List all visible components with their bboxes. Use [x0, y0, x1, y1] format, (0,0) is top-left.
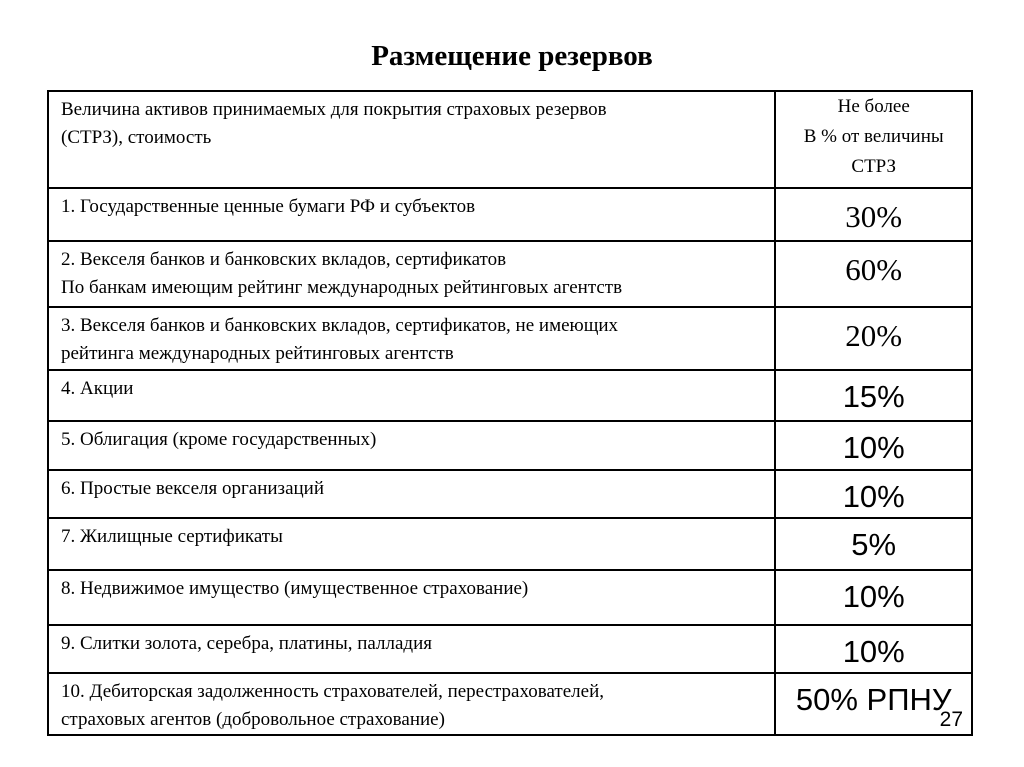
- row-value: 10%: [842, 634, 905, 669]
- row-desc-line: 2. Векселя банков и банковских вкладов, сертификатов: [61, 249, 507, 270]
- table-row: [48, 470, 972, 518]
- header-val-cell: [775, 91, 972, 188]
- row-value: 20%: [845, 318, 903, 353]
- row-desc-cell: [48, 518, 775, 570]
- row-desc-line: страховых агентов (добровольное страхование): [61, 709, 445, 730]
- row-desc-cell: [48, 570, 775, 625]
- table-row: [48, 307, 972, 370]
- reserves-table: [47, 90, 973, 736]
- row-desc-cell: [48, 307, 775, 370]
- row-value: 5%: [851, 527, 897, 562]
- row-value-cell: [775, 370, 972, 421]
- row-value-cell: [775, 421, 972, 470]
- row-desc-line: 4. Акции: [61, 378, 134, 399]
- row-value-cell: [775, 625, 972, 673]
- row-desc-line: рейтинга международных рейтинговых агентств: [61, 343, 454, 364]
- row-desc-cell: [48, 625, 775, 673]
- row-desc-line: 6. Простые векселя организаций: [61, 478, 325, 499]
- row-desc-line: 1. Государственные ценные бумаги РФ и субъектов: [61, 196, 476, 217]
- row-value-cell: [775, 307, 972, 370]
- row-desc-cell: [48, 421, 775, 470]
- header-desc-line: Величина активов принимаемых для покрытия страховых резервов: [61, 99, 607, 120]
- row-desc-line: 8. Недвижимое имущество (имущественное страхование): [61, 578, 529, 599]
- row-desc-line: 10. Дебиторская задолженность страхователей, перестрахователей,: [61, 681, 604, 702]
- table-row: [48, 518, 972, 570]
- page-number: 27: [939, 708, 963, 731]
- table-row: [48, 421, 972, 470]
- row-value-cell: [775, 673, 972, 735]
- row-desc-cell: [48, 673, 775, 735]
- row-value: 60%: [845, 252, 903, 287]
- row-desc-cell: [48, 370, 775, 421]
- row-value: 10%: [842, 430, 905, 465]
- table-row: [48, 370, 972, 421]
- row-value: 30%: [845, 199, 903, 234]
- row-desc-line: 5. Облигация (кроме государственных): [61, 429, 377, 450]
- slide-title: Размещение резервов: [371, 40, 653, 72]
- row-value-cell: [775, 570, 972, 625]
- table-row: [48, 570, 972, 625]
- table-header-row: [48, 91, 972, 188]
- row-desc-line: По банкам имеющим рейтинг международных рейтинговых агентств: [61, 277, 623, 298]
- row-value-cell: [775, 518, 972, 570]
- row-value: 15%: [842, 379, 905, 414]
- header-val-line: СТРЗ: [851, 156, 897, 177]
- row-value: 50% РПНУ: [795, 682, 952, 717]
- table-row: [48, 673, 972, 735]
- row-value-cell: [775, 470, 972, 518]
- row-desc-line: 3. Векселя банков и банковских вкладов, сертификатов, не имеющих: [61, 315, 619, 336]
- header-desc-line: (СТРЗ), стоимость: [61, 127, 212, 148]
- header-val-line: В % от величины: [803, 126, 944, 147]
- table-row: [48, 188, 972, 241]
- row-desc-line: 9. Слитки золота, серебра, платины, палладия: [61, 633, 432, 654]
- table-row: [48, 241, 972, 307]
- row-value-cell: [775, 241, 972, 307]
- row-desc-cell: [48, 241, 775, 307]
- row-desc-line: 7. Жилищные сертификаты: [61, 526, 283, 547]
- row-value-cell: [775, 188, 972, 241]
- row-desc-cell: [48, 188, 775, 241]
- header-val-line: Не более: [837, 96, 910, 117]
- row-value: 10%: [842, 479, 905, 514]
- header-desc-cell: [48, 91, 775, 188]
- row-value: 10%: [842, 579, 905, 614]
- row-desc-cell: [48, 470, 775, 518]
- table-row: [48, 625, 972, 673]
